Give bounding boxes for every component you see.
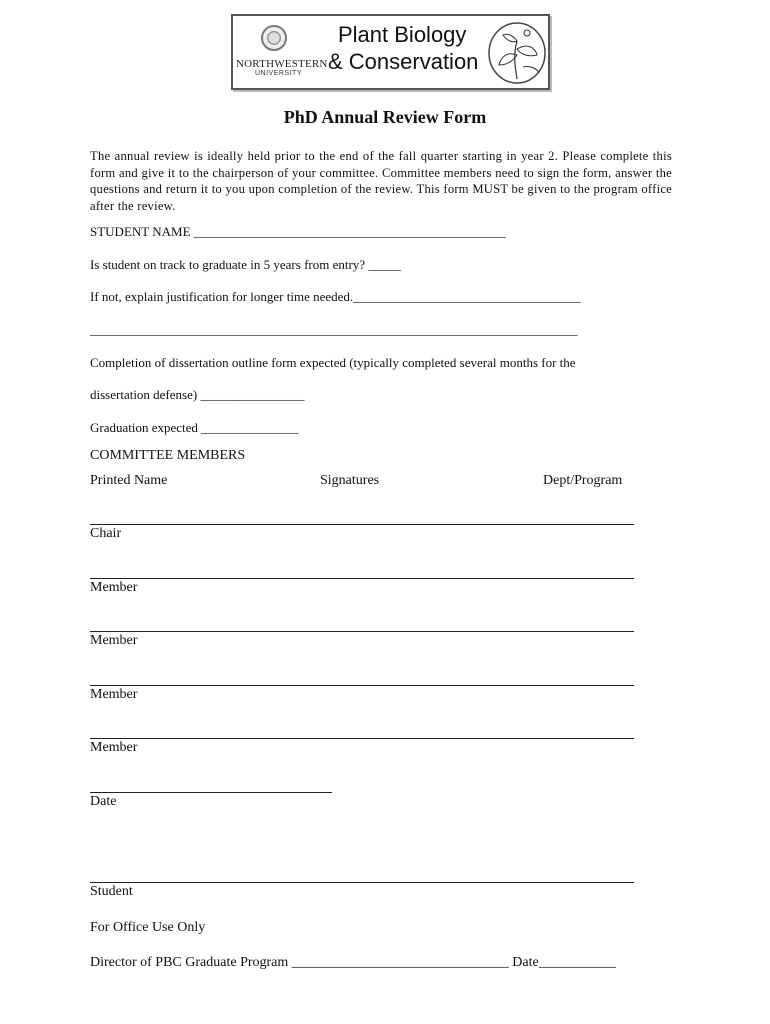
graduation-field[interactable]: Graduation expected _______________	[90, 420, 299, 435]
date-label: Date	[90, 794, 117, 809]
office-use-heading: For Office Use Only	[90, 920, 206, 935]
row-label-chair: Chair	[90, 526, 122, 541]
col-signatures: Signatures	[320, 473, 380, 488]
col-dept-program: Dept/Program	[543, 473, 623, 488]
justification-extra-line[interactable]: ___________________________________________________________________________	[90, 322, 578, 337]
header-logo-box	[231, 14, 550, 90]
student-signature-line[interactable]	[90, 882, 634, 883]
signature-line-chair[interactable]	[90, 524, 634, 525]
director-signature-field[interactable]: Director of PBC Graduate Program _______________________________ Date___________	[90, 955, 616, 970]
form-title: PhD Annual Review Form	[283, 107, 487, 127]
student-label: Student	[90, 884, 133, 899]
row-label-member-1: Member	[90, 580, 138, 595]
dissertation-field[interactable]: dissertation defense) ________________	[90, 387, 305, 402]
on-track-question[interactable]: Is student on track to graduate in 5 years from entry? _____	[90, 257, 401, 272]
row-label-member-3: Member	[90, 687, 138, 702]
university-name: NORTHWESTERN	[236, 58, 328, 70]
dissertation-question: Completion of dissertation outline form expected (typically completed several months for the	[90, 355, 576, 370]
dept-title-line1: Plant Biology	[338, 22, 467, 47]
date-line[interactable]	[90, 792, 332, 793]
university-seal-icon	[261, 25, 287, 51]
committee-heading: COMMITTEE MEMBERS	[90, 448, 246, 463]
student-name-field[interactable]: STUDENT NAME ________________________________________________	[90, 224, 506, 239]
col-printed-name: Printed Name	[90, 473, 168, 488]
university-sub: UNIVERSITY	[255, 70, 303, 77]
justification-field[interactable]: If not, explain justification for longer time needed.___________________________________	[90, 289, 581, 304]
row-label-member-4: Member	[90, 740, 138, 755]
dept-title-line2: & Conservation	[328, 49, 479, 74]
signature-line-member-3[interactable]	[90, 685, 634, 686]
plant-logo-icon	[487, 21, 547, 85]
intro-paragraph: The annual review is ideally held prior to the end of the fall quarter starting in year 2. Please complete this form and give it to the chairperson of your committee. Committee members need to sign the form, answer the questions and return it to you upon completion of the review. This form MUST be given to the program office after the review.	[90, 149, 672, 213]
signature-line-member-2[interactable]	[90, 631, 634, 632]
signature-line-member-4[interactable]	[90, 738, 634, 739]
row-label-member-2: Member	[90, 633, 138, 648]
signature-line-member-1[interactable]	[90, 578, 634, 579]
